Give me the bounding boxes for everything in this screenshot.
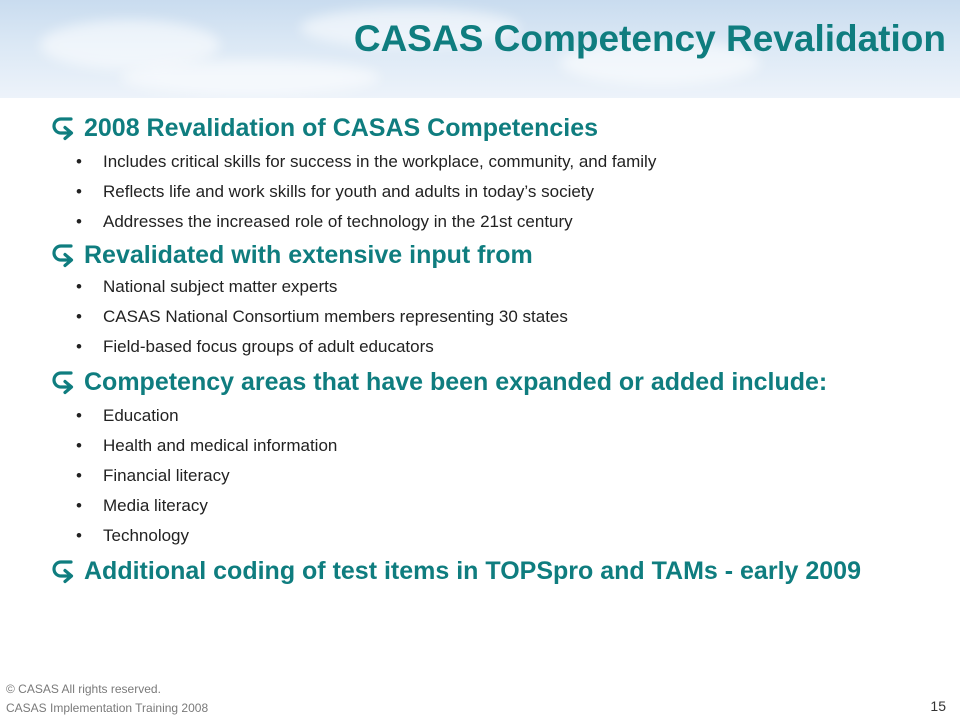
section-competency-areas	[50, 368, 930, 551]
bullet-list	[50, 147, 930, 237]
copyright-text: © CASAS All rights reserved.	[6, 682, 161, 696]
section-heading	[50, 368, 930, 397]
bullet-dot: •	[76, 436, 82, 455]
slide-content	[50, 114, 930, 586]
bullet-dot: •	[76, 526, 82, 545]
footer	[6, 680, 208, 718]
section-heading-text: Competency areas that have been expanded or added include:	[84, 368, 828, 396]
bullet-dot: •	[76, 496, 82, 515]
list-item: • Field-based focus groups of adult educators	[103, 332, 930, 362]
event-text: CASAS Implementation Training 2008	[6, 701, 209, 715]
section-coding	[50, 557, 930, 586]
bullet-dot: •	[76, 182, 82, 201]
list-item: • Reflects life and work skills for youth and adults in today’s society	[103, 177, 930, 207]
page-number: 15	[930, 698, 946, 714]
section-input	[50, 241, 930, 362]
bullet-dot: •	[76, 406, 82, 425]
bullet-dot: •	[76, 466, 82, 485]
list-item: • Technology	[103, 521, 930, 551]
slide-title: CASAS Competency Revalidation	[353, 18, 946, 59]
list-item: • Health and medical information	[103, 431, 930, 461]
section-heading	[50, 557, 930, 586]
section-heading-text: Revalidated with extensive input from	[84, 241, 533, 269]
list-item: • Addresses the increased role of technology in the 21st century	[103, 207, 930, 237]
bullet-dot: •	[76, 337, 82, 356]
bullet-dot: •	[76, 307, 82, 326]
section-heading-text: 2008 Revalidation of CASAS Competencies	[84, 114, 599, 142]
section-heading-text: Additional coding of test items in TOPSpro and TAMs - early 2009	[84, 557, 861, 585]
curved-arrow-icon	[50, 241, 84, 268]
section-revalidation	[50, 114, 930, 237]
curved-arrow-icon	[50, 368, 84, 395]
list-item: • Media literacy	[103, 491, 930, 521]
list-item: • Education	[103, 401, 930, 431]
list-item: • Financial literacy	[103, 461, 930, 491]
bullet-list	[50, 272, 930, 362]
list-item: • CASAS National Consortium members representing 30 states	[103, 302, 930, 332]
curved-arrow-icon	[50, 557, 84, 584]
curved-arrow-icon	[50, 114, 84, 141]
bullet-list	[50, 401, 930, 551]
section-heading	[50, 241, 930, 270]
section-heading	[50, 114, 930, 143]
bullet-dot: •	[76, 152, 82, 171]
bullet-dot: •	[76, 277, 82, 296]
list-item: • Includes critical skills for success in the workplace, community, and family	[103, 147, 930, 177]
list-item: • National subject matter experts	[103, 272, 930, 302]
bullet-dot: •	[76, 212, 82, 231]
